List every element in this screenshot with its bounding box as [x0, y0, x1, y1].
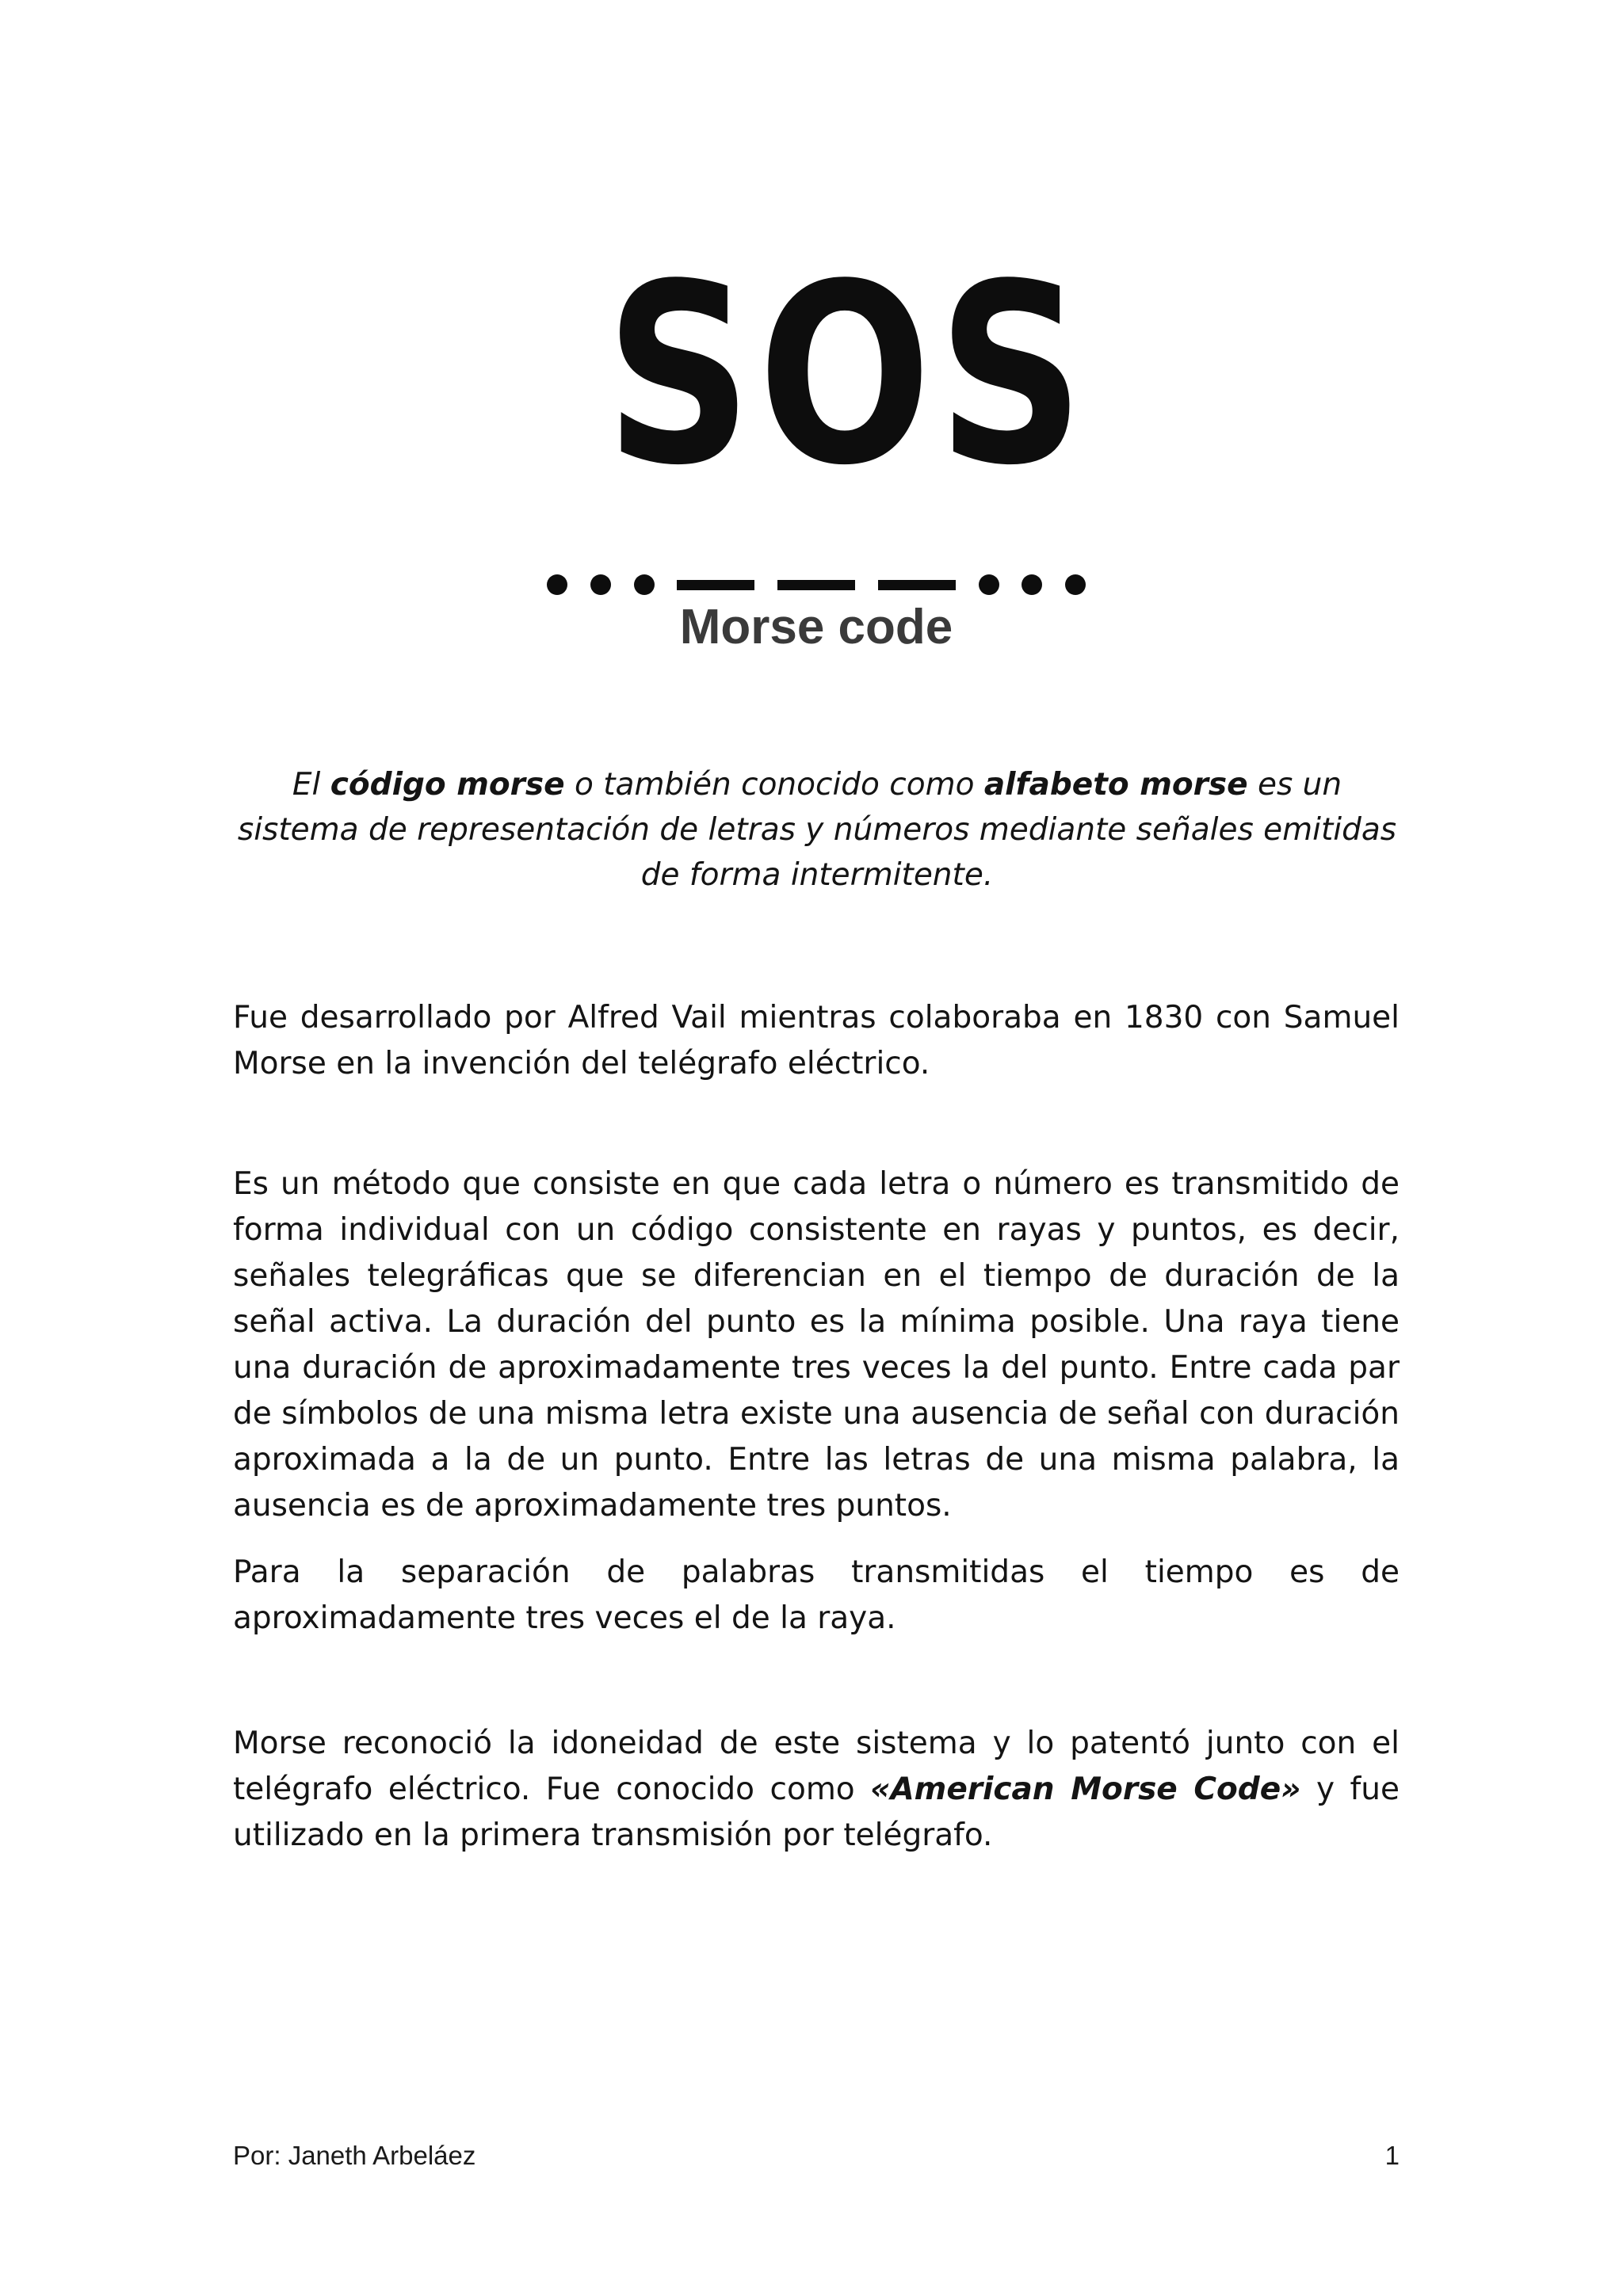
- morse-dot: [1065, 574, 1086, 595]
- logo-title: SOS: [605, 231, 1090, 521]
- intro-term-alfabeto-morse: alfabeto morse: [983, 767, 1248, 803]
- intro-paragraph: [235, 762, 1400, 898]
- page-footer: [233, 2141, 1400, 2171]
- morse-dot: [590, 574, 611, 595]
- logo-caption: Morse code: [679, 600, 953, 654]
- page-number: 1: [1384, 2141, 1400, 2170]
- sos-morse-logo: [531, 231, 1102, 664]
- morse-dot: [1022, 574, 1042, 595]
- paragraph-word-separation: Para la separación de palabras transmitidas el tiempo es de aproximadamente tres veces el de la raya.: [233, 1554, 1400, 1636]
- morse-code-signal: [547, 569, 1086, 601]
- intro-text: o también conocido como: [564, 767, 984, 803]
- morse-dot: [547, 574, 567, 595]
- intro-term-codigo-morse: código morse: [330, 767, 565, 803]
- morse-dash: [777, 580, 855, 590]
- american-morse-code-term: «American Morse Code»: [870, 1772, 1301, 1807]
- morse-dash: [878, 580, 956, 590]
- intro-text: El: [292, 767, 330, 803]
- paragraph-patent: [233, 1721, 1400, 1859]
- intro-text: es un sistema de representación de letras y números mediante señales emitidas de forma intermitente.: [237, 767, 1397, 893]
- morse-dash: [677, 580, 754, 590]
- paragraph-text: Morse reconoció la idoneidad de este sistema y lo patentó junto con el telégrafo eléctrico. Fue conocido como: [233, 1726, 1400, 1807]
- paragraph-history: Fue desarrollado por Alfred Vail mientras colaboraba en 1830 con Samuel Morse en la invención del telégrafo eléctrico.: [233, 1000, 1400, 1081]
- paragraph-method: Es un método que consiste en que cada letra o número es transmitido de forma individual con un código consistente en rayas y puntos, es decir, señales telegráficas que se diferencian en el tiempo de duración de la señal activa. La duración del punto es la mínima posible. Una raya tiene una duración de aproximadamente tres veces la del punto. Entre cada par de símbolos de una misma letra existe una ausencia de señal con duración aproximada a la de un punto. Entre las letras de una misma palabra, la ausencia es de aproximadamente tres puntos.: [233, 1166, 1400, 1524]
- footer-author: Por: Janeth Arbeláez: [233, 2141, 476, 2170]
- morse-dot: [979, 574, 999, 595]
- morse-dot: [634, 574, 655, 595]
- paragraph-text: y fue utilizado en la primera transmisión por telégrafo.: [233, 1772, 1400, 1853]
